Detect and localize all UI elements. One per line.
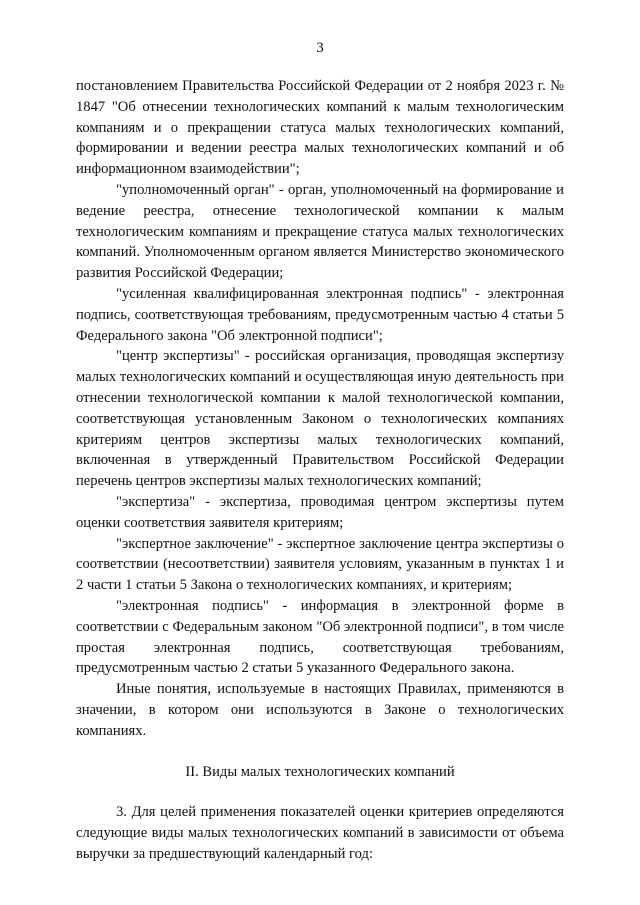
paragraph-continuation: постановлением Правительства Российской Федерации от 2 ноября 2023 г. № 1847 "Об отнесении технологических компаний к малым технологическим компаниям и о прекращении статуса малых технологических компаний, формировании и ведении реестра малых технологических компаний и об информационном взаимодействии"; <box>76 78 564 178</box>
page-number: 3 <box>316 40 324 56</box>
section-heading: II. Виды малых технологических компаний <box>185 763 455 780</box>
definition-electronic-signature: "электронная подпись" - информация в электронной форме в соответствии с Федеральным законом "Об электронной подписи", в том числе простая электронная подпись, соответствующая требованиям, предусмотренным частью 2 статьи 5 указанного Федерального закона. <box>76 597 564 677</box>
definition-expertise-center: "центр экспертизы" - российская организация, проводящая экспертизу малых технологических компаний и осуществляющая иную деятельность при отнесении технологической компании к малой технологической компании, соответствующая установленным Законом о технологических компаниях критериям центров экспертизы малых технологических компаний, включенная в утвержденный Правительством Российской Федерации перечень центров экспертизы малых технологических компаний; <box>76 348 564 490</box>
definition-expertise: "экспертиза" - экспертиза, проводимая центром экспертизы путем оценки соответствия заявителя критериям; <box>76 493 564 531</box>
document-body <box>76 76 564 865</box>
definition-expert-opinion: "экспертное заключение" - экспертное заключение центра экспертизы о соответствии (несоответствии) заявителя условиям, указанным в пунктах 1 и 2 части 1 статьи 5 Закона о технологических компаниях, и критериям; <box>76 535 564 594</box>
paragraph-other-terms: Иные понятия, используемые в настоящих Правилах, применяются в значении, в котором они используются в Законе о технологических компаниях. <box>76 681 564 739</box>
definition-authorized-body: "уполномоченный орган" - орган, уполномоченный на формирование и ведение реестра, отнесение технологической компании к малым технологическим компаниям и прекращение статуса малых технологических компаний. Уполномоченным органом является Министерство экономического развития Российской Федерации; <box>76 181 564 282</box>
paragraph-item-3: 3. Для целей применения показателей оценки критериев определяются следующие виды малых технологических компаний в зависимости от объема выручки за предшествующий календарный год: <box>76 804 564 862</box>
definition-qualified-signature: "усиленная квалифицированная электронная подпись" - электронная подпись, соответствующая требованиям, предусмотренным частью 4 статьи 5 Федерального закона "Об электронной подписи"; <box>76 285 564 344</box>
